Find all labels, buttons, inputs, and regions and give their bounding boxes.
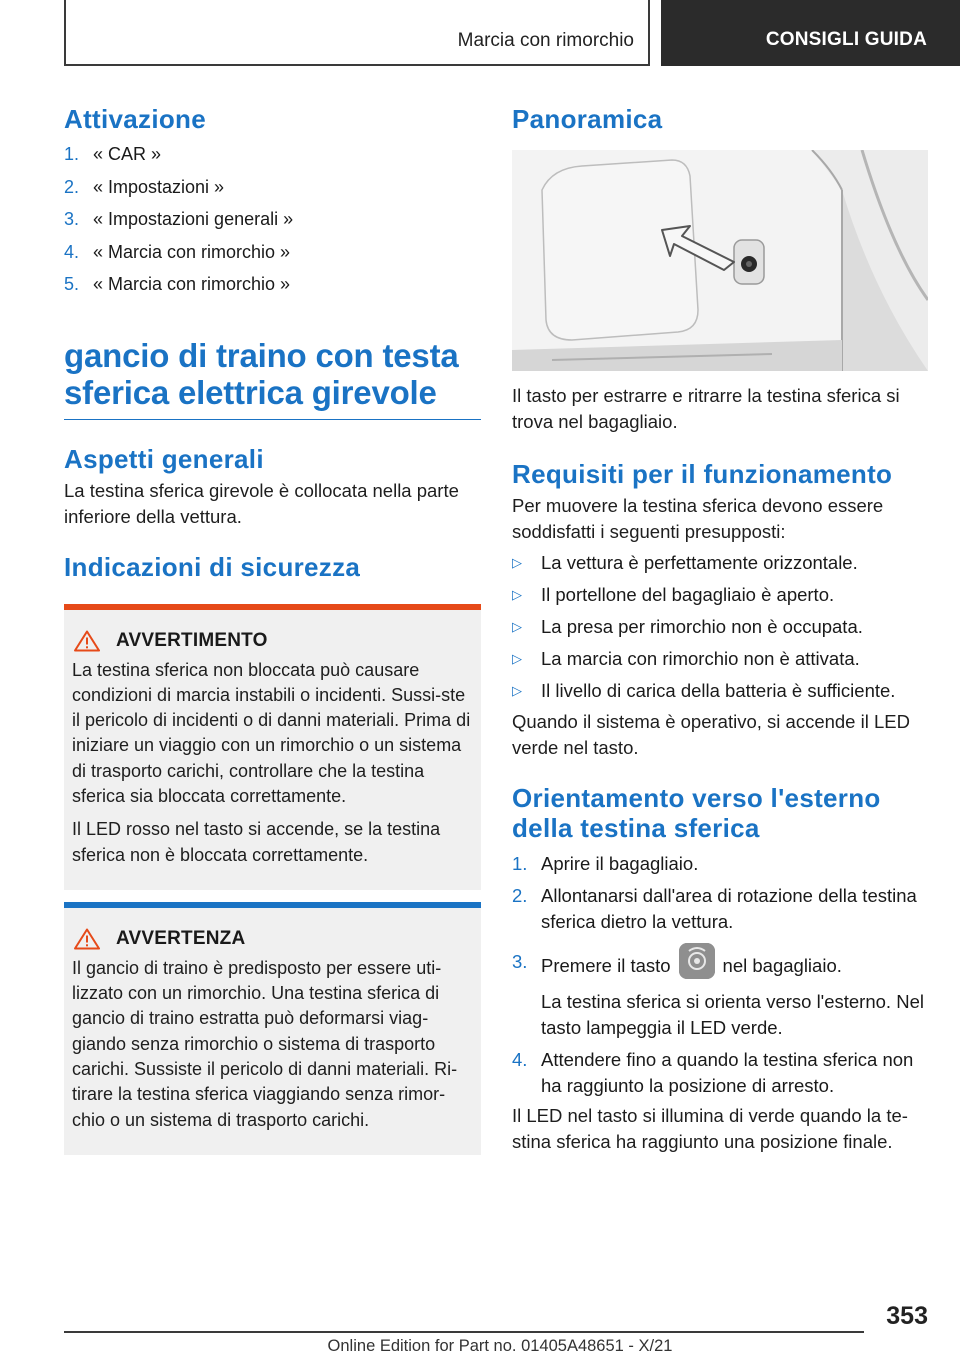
- list-item: 5. « Marcia con rimorchio »: [64, 274, 291, 294]
- triangle-bullet-icon: ▷: [512, 683, 522, 698]
- list-item: 2. « Impostazioni »: [64, 176, 225, 197]
- heading-aspetti: Aspetti generali: [64, 443, 264, 474]
- heading-orientamento: Orientamento verso l'esterno della testina sferica: [512, 783, 881, 843]
- left-column: [64, 100, 481, 1155]
- trailer-hitch-button-icon: [679, 943, 715, 979]
- warning-box-avvertenza: [64, 902, 481, 1155]
- list-item: ▷ La presa per rimorchio non è occupata.: [512, 611, 928, 643]
- page-header: [0, 0, 960, 66]
- list-item: ▷ Il livello di carica della batteria è sufficiente.: [512, 675, 928, 707]
- section-tab: [64, 0, 650, 66]
- aspetti-text: La testina sferica girevole è collocata nella parte inferiore della vettura.: [64, 479, 459, 527]
- triangle-bullet-icon: ▷: [512, 651, 522, 666]
- trunk-illustration: [512, 150, 928, 371]
- panoramica-text: Il tasto per estrarre e ritrarre la testina sferica si trova nel bagagliaio.: [512, 385, 900, 432]
- warning-text: Il LED rosso nel tasto si accende, se la testina sferica non è bloccata correttamente.: [72, 819, 441, 865]
- warning-triangle-icon: [74, 928, 100, 950]
- heading-requisiti: Requisiti per il funzionamento: [512, 459, 893, 489]
- list-item: ▷ La marcia con rimorchio non è attivata.: [512, 643, 928, 675]
- list-item: 3. Premere il tasto nel bagagliaio. La testina sferica si orienta verso l'esterno. Nel tasto lampeggia il LED verde.: [512, 949, 928, 1041]
- trunk-image: [512, 150, 928, 371]
- warning-text: La testina sferica non bloccata può causare condizioni di marcia instabili o incidenti. Sussi-ste il pericolo di incidenti o di danni materiali. Prima di iniziare un viaggio con un rimorchio o un sistema di trasporto carichi, controllare che la testina sferica sia bloccata correttamente.: [72, 659, 471, 806]
- warning-title: AVVERTIMENTO: [116, 629, 268, 651]
- list-item: 1. Aprire il bagagliaio.: [512, 853, 699, 874]
- list-item: 4. « Marcia con rimorchio »: [64, 241, 291, 262]
- list-item: 3. « Impostazioni generali »: [64, 209, 294, 229]
- main-title: gancio di traino con testa sferica elettrica girevole: [64, 336, 459, 411]
- footer-divider: [64, 1331, 864, 1333]
- requisiti-intro: Per muovere la testina sferica devono essere soddisfatti i seguenti presupposti:: [512, 495, 884, 542]
- page-number: 353: [886, 1302, 928, 1330]
- list-item: ▷ La vettura è perfettamente orizzontale.: [512, 547, 928, 579]
- edition-text: Online Edition for Part no. 01405A48651 - X/21: [327, 1337, 673, 1355]
- chapter-tab: [661, 0, 960, 66]
- list-item: 1. « CAR »: [64, 144, 162, 164]
- warning-text: Il gancio di traino è predisposto per essere uti-lizzato con un rimorchio. Una testina sferica di gancio di traino estratta può deformarsi viag-giando senza rimorchio o sistema di trasporto carichi. Sussiste il pericolo di danni materiali. Ri-tirare la testina sferica viaggiando senza rimor-chio o un sistema di trasporto carichi.: [72, 957, 458, 1130]
- heading-attivazione: Attivazione: [64, 104, 206, 134]
- triangle-bullet-icon: ▷: [512, 619, 522, 634]
- chapter-title: CONSIGLI GUIDA: [765, 29, 927, 50]
- requisiti-list: [512, 547, 928, 707]
- list-item: 4. Attendere fino a quando la testina sferica non ha raggiunto la posizione di arresto.: [512, 1049, 914, 1096]
- warning-title: AVVERTENZA: [116, 927, 246, 949]
- warning-triangle-icon: [74, 630, 100, 652]
- heading-sicurezza: Indicazioni di sicurezza: [64, 551, 361, 582]
- triangle-bullet-icon: ▷: [512, 555, 522, 570]
- heading-panoramica: Panoramica: [512, 104, 663, 134]
- list-item: 2. Allontanarsi dall'area di rotazione della testina sferica dietro la vettura.: [512, 885, 917, 932]
- warning-box-avvertimento: [64, 604, 481, 890]
- list-item: ▷ Il portellone del bagagliaio è aperto.: [512, 579, 928, 611]
- section-title: Marcia con rimorchio: [457, 30, 634, 51]
- orientamento-outro: Il LED nel tasto si illumina di verde quando la te-stina sferica ha raggiunto una posizione finale.: [512, 1105, 908, 1152]
- attivazione-steps: [64, 138, 481, 301]
- title-divider: [64, 419, 481, 420]
- triangle-bullet-icon: ▷: [512, 587, 522, 602]
- orientamento-steps: [512, 851, 928, 1099]
- right-column: [512, 100, 928, 1155]
- requisiti-outro: Quando il sistema è operativo, si accende il LED verde nel tasto.: [512, 711, 910, 758]
